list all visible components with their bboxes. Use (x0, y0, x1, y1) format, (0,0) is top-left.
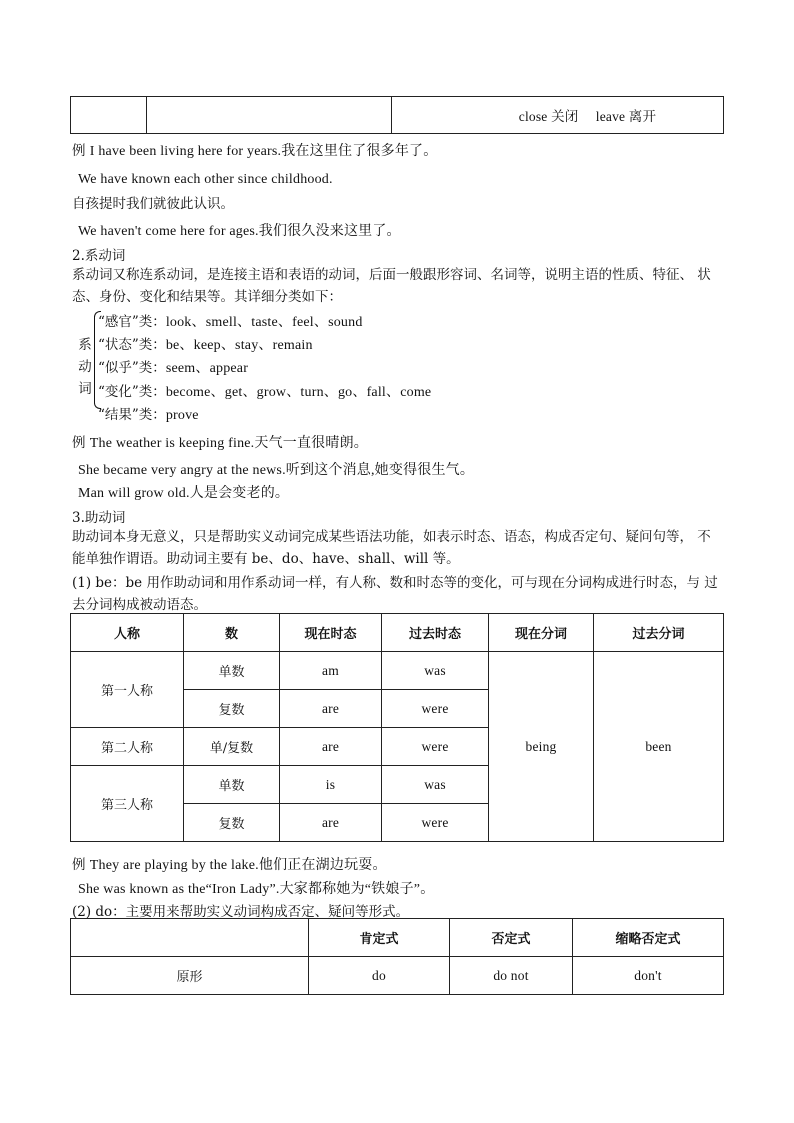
present-cell: is (280, 766, 382, 804)
example-label: 例 (72, 143, 86, 159)
form-cell: 原形 (71, 957, 309, 995)
top-table-cell: close 关闭 leave 离开 (392, 97, 724, 134)
category-row: “变化”类：become、get、grow、turn、go、fall、come (98, 384, 432, 400)
side-label: 词 (78, 381, 92, 397)
example-translation: 自孩提时我们就彼此认识。 (72, 196, 234, 212)
example-label: 例 (72, 435, 86, 451)
be-conjugation-table (70, 613, 724, 842)
side-label: 动 (78, 359, 92, 375)
example-line: She was known as the“Iron Lady”.大家都称她为“铁娘子”。 (78, 882, 435, 897)
top-table-cell (147, 97, 392, 134)
table-header (71, 919, 309, 957)
table-header: 过去时态 (382, 614, 489, 652)
table-row (71, 652, 724, 690)
present-cell: am (280, 652, 382, 690)
category-row: “结果”类：prove (98, 407, 199, 423)
table-header: 现在分词 (489, 614, 594, 652)
do-conjugation-table (70, 918, 724, 995)
example-line (72, 139, 437, 160)
negative-cell: do not (450, 957, 573, 995)
person-cell: 第三人称 (71, 766, 184, 842)
table-header: 现在时态 (280, 614, 382, 652)
table-header: 肯定式 (309, 919, 450, 957)
present-cell: are (280, 804, 382, 842)
present-participle-cell: being (489, 652, 594, 842)
past-cell: were (382, 728, 489, 766)
example-text: They are playing by the lake.他们正在湖边玩耍。 (89, 858, 387, 873)
example-line (72, 431, 368, 452)
number-cell: 复数 (184, 804, 280, 842)
paragraph: (2) do：主要用来帮助实义动词构成否定、疑问等形式。 (72, 904, 410, 920)
table-header: 人称 (71, 614, 184, 652)
example-line: We have known each other since childhood. (78, 172, 333, 187)
table-header: 缩略否定式 (573, 919, 724, 957)
example-text: I have been living here for years.我在这里住了很多年了。 (89, 144, 438, 159)
number-cell: 单数 (184, 652, 280, 690)
number-cell: 复数 (184, 690, 280, 728)
table-row (71, 957, 724, 995)
section-heading: 2.系动词 (72, 248, 126, 264)
person-cell: 第一人称 (71, 652, 184, 728)
past-participle-cell: been (594, 652, 724, 842)
past-cell: were (382, 690, 489, 728)
contracted-negative-cell: don't (573, 957, 724, 995)
person-cell: 第二人称 (71, 728, 184, 766)
category-row: “感官”类：look、smell、taste、feel、sound (98, 314, 363, 330)
paragraph: (1) be：be 用作助动词和用作系动词一样，有人称、数和时态等的变化，可与现在分词构成进行时态，与 过去分词构成被动语态。 (72, 575, 718, 613)
past-cell: was (382, 766, 489, 804)
example-text: The weather is keeping fine.天气一直很晴朗。 (89, 436, 368, 451)
example-line (72, 853, 387, 874)
table-header: 数 (184, 614, 280, 652)
present-cell: are (280, 690, 382, 728)
example-line: We haven't come here for ages.我们很久没来这里了。 (78, 224, 401, 239)
category-row: “似乎”类：seem、appear (98, 360, 249, 376)
top-partial-table (70, 96, 724, 134)
number-cell: 单/复数 (184, 728, 280, 766)
affirmative-cell: do (309, 957, 450, 995)
section-heading: 3.助动词 (72, 510, 126, 526)
top-table-cell (71, 97, 147, 134)
present-cell: are (280, 728, 382, 766)
number-cell: 单数 (184, 766, 280, 804)
example-line: She became very angry at the news.听到这个消息,她变得很生气。 (78, 463, 475, 478)
past-cell: was (382, 652, 489, 690)
example-label: 例 (72, 857, 86, 873)
example-line: Man will grow old.人是会变老的。 (78, 486, 290, 501)
paragraph: 系动词又称连系动词，是连接主语和表语的动词，后面一般跟形容词、名词等，说明主语的性质、特征、 状态、身份、变化和结果等。其详细分类如下： (72, 267, 711, 305)
table-header: 过去分词 (594, 614, 724, 652)
past-cell: were (382, 804, 489, 842)
side-label: 系 (78, 337, 92, 353)
table-header: 否定式 (450, 919, 573, 957)
paragraph: 助动词本身无意义，只是帮助实义动词完成某些语法功能，如表示时态、语态，构成否定句、疑问句等， 不能单独作谓语。助动词主要有 be、do、have、shall、will 等。 (72, 529, 711, 567)
category-row: “状态”类：be、keep、stay、remain (98, 337, 313, 353)
